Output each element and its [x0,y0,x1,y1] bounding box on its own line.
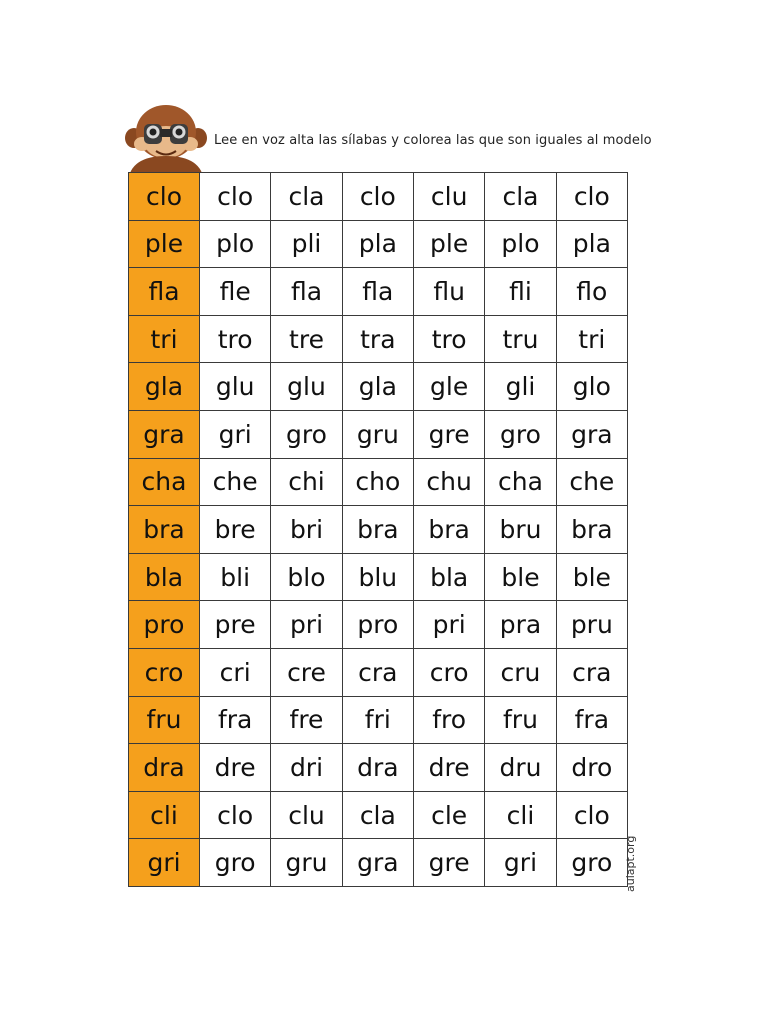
syllable-cell[interactable]: cri [200,648,271,696]
model-syllable: clo [129,173,200,221]
syllable-cell[interactable]: fru [485,696,556,744]
syllable-cell[interactable]: blu [342,553,413,601]
syllable-cell[interactable]: gro [271,410,342,458]
syllable-cell[interactable]: pri [413,601,484,649]
syllable-cell[interactable]: flu [413,268,484,316]
syllable-cell[interactable]: che [200,458,271,506]
model-syllable: gla [129,363,200,411]
syllable-cell[interactable]: clo [342,173,413,221]
syllable-cell[interactable]: flo [556,268,627,316]
syllable-cell[interactable]: cra [556,648,627,696]
syllable-row [129,315,628,363]
syllable-row [129,220,628,268]
syllable-row [129,839,628,887]
syllable-cell[interactable]: bra [413,506,484,554]
syllable-cell[interactable]: fre [271,696,342,744]
syllable-cell[interactable]: clu [413,173,484,221]
syllable-cell[interactable]: cha [485,458,556,506]
syllable-cell[interactable]: bre [200,506,271,554]
syllable-cell[interactable]: bli [200,553,271,601]
syllable-cell[interactable]: fle [200,268,271,316]
syllable-cell[interactable]: glu [271,363,342,411]
model-syllable: cro [129,648,200,696]
model-syllable: cli [129,791,200,839]
syllable-grid [128,172,628,887]
syllable-cell[interactable]: gra [556,410,627,458]
syllable-cell[interactable]: cre [271,648,342,696]
syllable-cell[interactable]: tre [271,315,342,363]
model-syllable: pro [129,601,200,649]
syllable-cell[interactable]: bru [485,506,556,554]
model-syllable: gri [129,839,200,887]
syllable-cell[interactable]: tro [200,315,271,363]
syllable-cell[interactable]: fri [342,696,413,744]
syllable-cell[interactable]: gru [271,839,342,887]
model-syllable: fru [129,696,200,744]
syllable-row [129,458,628,506]
syllable-cell[interactable]: bri [271,506,342,554]
model-syllable: dra [129,744,200,792]
syllable-row [129,506,628,554]
syllable-cell[interactable]: chu [413,458,484,506]
syllable-cell[interactable]: fra [200,696,271,744]
syllable-cell[interactable]: pre [200,601,271,649]
model-syllable: ple [129,220,200,268]
syllable-cell[interactable]: dre [200,744,271,792]
syllable-cell[interactable]: gro [485,410,556,458]
syllable-row [129,553,628,601]
syllable-cell[interactable]: gri [200,410,271,458]
syllable-cell[interactable]: tra [342,315,413,363]
syllable-cell[interactable]: dre [413,744,484,792]
syllable-cell[interactable]: fli [485,268,556,316]
syllable-cell[interactable]: clo [556,173,627,221]
syllable-cell[interactable]: cli [485,791,556,839]
syllable-row [129,268,628,316]
syllable-cell[interactable]: che [556,458,627,506]
syllable-cell[interactable]: glu [200,363,271,411]
watermark: aulapt.org [624,835,637,892]
syllable-cell[interactable]: tru [485,315,556,363]
syllable-row [129,648,628,696]
syllable-cell[interactable]: bra [556,506,627,554]
model-syllable: gra [129,410,200,458]
syllable-cell[interactable]: cle [413,791,484,839]
syllable-cell[interactable]: gro [200,839,271,887]
syllable-cell[interactable]: pli [271,220,342,268]
syllable-row [129,173,628,221]
syllable-cell[interactable]: dro [556,744,627,792]
syllable-cell[interactable]: cla [485,173,556,221]
syllable-cell[interactable]: gro [556,839,627,887]
syllable-cell[interactable]: pru [556,601,627,649]
syllable-cell[interactable]: gla [342,363,413,411]
syllable-cell[interactable]: gri [485,839,556,887]
syllable-row [129,601,628,649]
syllable-cell[interactable]: dra [342,744,413,792]
syllable-cell[interactable]: gru [342,410,413,458]
syllable-cell[interactable]: cro [413,648,484,696]
syllable-cell[interactable]: fla [342,268,413,316]
syllable-cell[interactable]: dru [485,744,556,792]
syllable-cell[interactable]: ble [485,553,556,601]
syllable-cell[interactable]: plo [200,220,271,268]
syllable-cell[interactable]: tri [556,315,627,363]
syllable-cell[interactable]: bla [413,553,484,601]
syllable-cell[interactable]: clo [200,173,271,221]
instruction-text: Lee en voz alta las sílabas y colorea las que son iguales al modelo [214,133,652,148]
syllable-cell[interactable]: blo [271,553,342,601]
syllable-row [129,791,628,839]
syllable-cell[interactable]: bra [342,506,413,554]
syllable-cell[interactable]: dri [271,744,342,792]
syllable-cell[interactable]: pla [556,220,627,268]
syllable-cell[interactable]: gra [342,839,413,887]
syllable-cell[interactable]: chi [271,458,342,506]
syllable-row [129,363,628,411]
syllable-row [129,744,628,792]
syllable-cell[interactable]: glo [556,363,627,411]
syllable-cell[interactable]: clo [556,791,627,839]
syllable-cell[interactable]: cra [342,648,413,696]
model-syllable: bla [129,553,200,601]
syllable-cell[interactable]: plo [485,220,556,268]
syllable-cell[interactable]: fro [413,696,484,744]
syllable-cell[interactable]: pra [485,601,556,649]
syllable-cell[interactable]: fla [271,268,342,316]
syllable-cell[interactable]: gle [413,363,484,411]
syllable-cell[interactable]: cru [485,648,556,696]
syllable-cell[interactable]: clo [200,791,271,839]
monkey-with-binoculars-icon [120,98,212,182]
model-syllable: fla [129,268,200,316]
syllable-cell[interactable]: ble [556,553,627,601]
syllable-cell[interactable]: cho [342,458,413,506]
syllable-cell[interactable]: gre [413,410,484,458]
syllable-cell[interactable]: gre [413,839,484,887]
syllable-cell[interactable]: clu [271,791,342,839]
syllable-cell[interactable]: pla [342,220,413,268]
model-syllable: tri [129,315,200,363]
syllable-cell[interactable]: gli [485,363,556,411]
syllable-cell[interactable]: tro [413,315,484,363]
syllable-row [129,410,628,458]
model-syllable: bra [129,506,200,554]
syllable-cell[interactable]: cla [342,791,413,839]
model-syllable: cha [129,458,200,506]
syllable-cell[interactable]: cla [271,173,342,221]
syllable-row [129,696,628,744]
syllable-cell[interactable]: fra [556,696,627,744]
syllable-cell[interactable]: ple [413,220,484,268]
syllable-cell[interactable]: pro [342,601,413,649]
syllable-cell[interactable]: pri [271,601,342,649]
